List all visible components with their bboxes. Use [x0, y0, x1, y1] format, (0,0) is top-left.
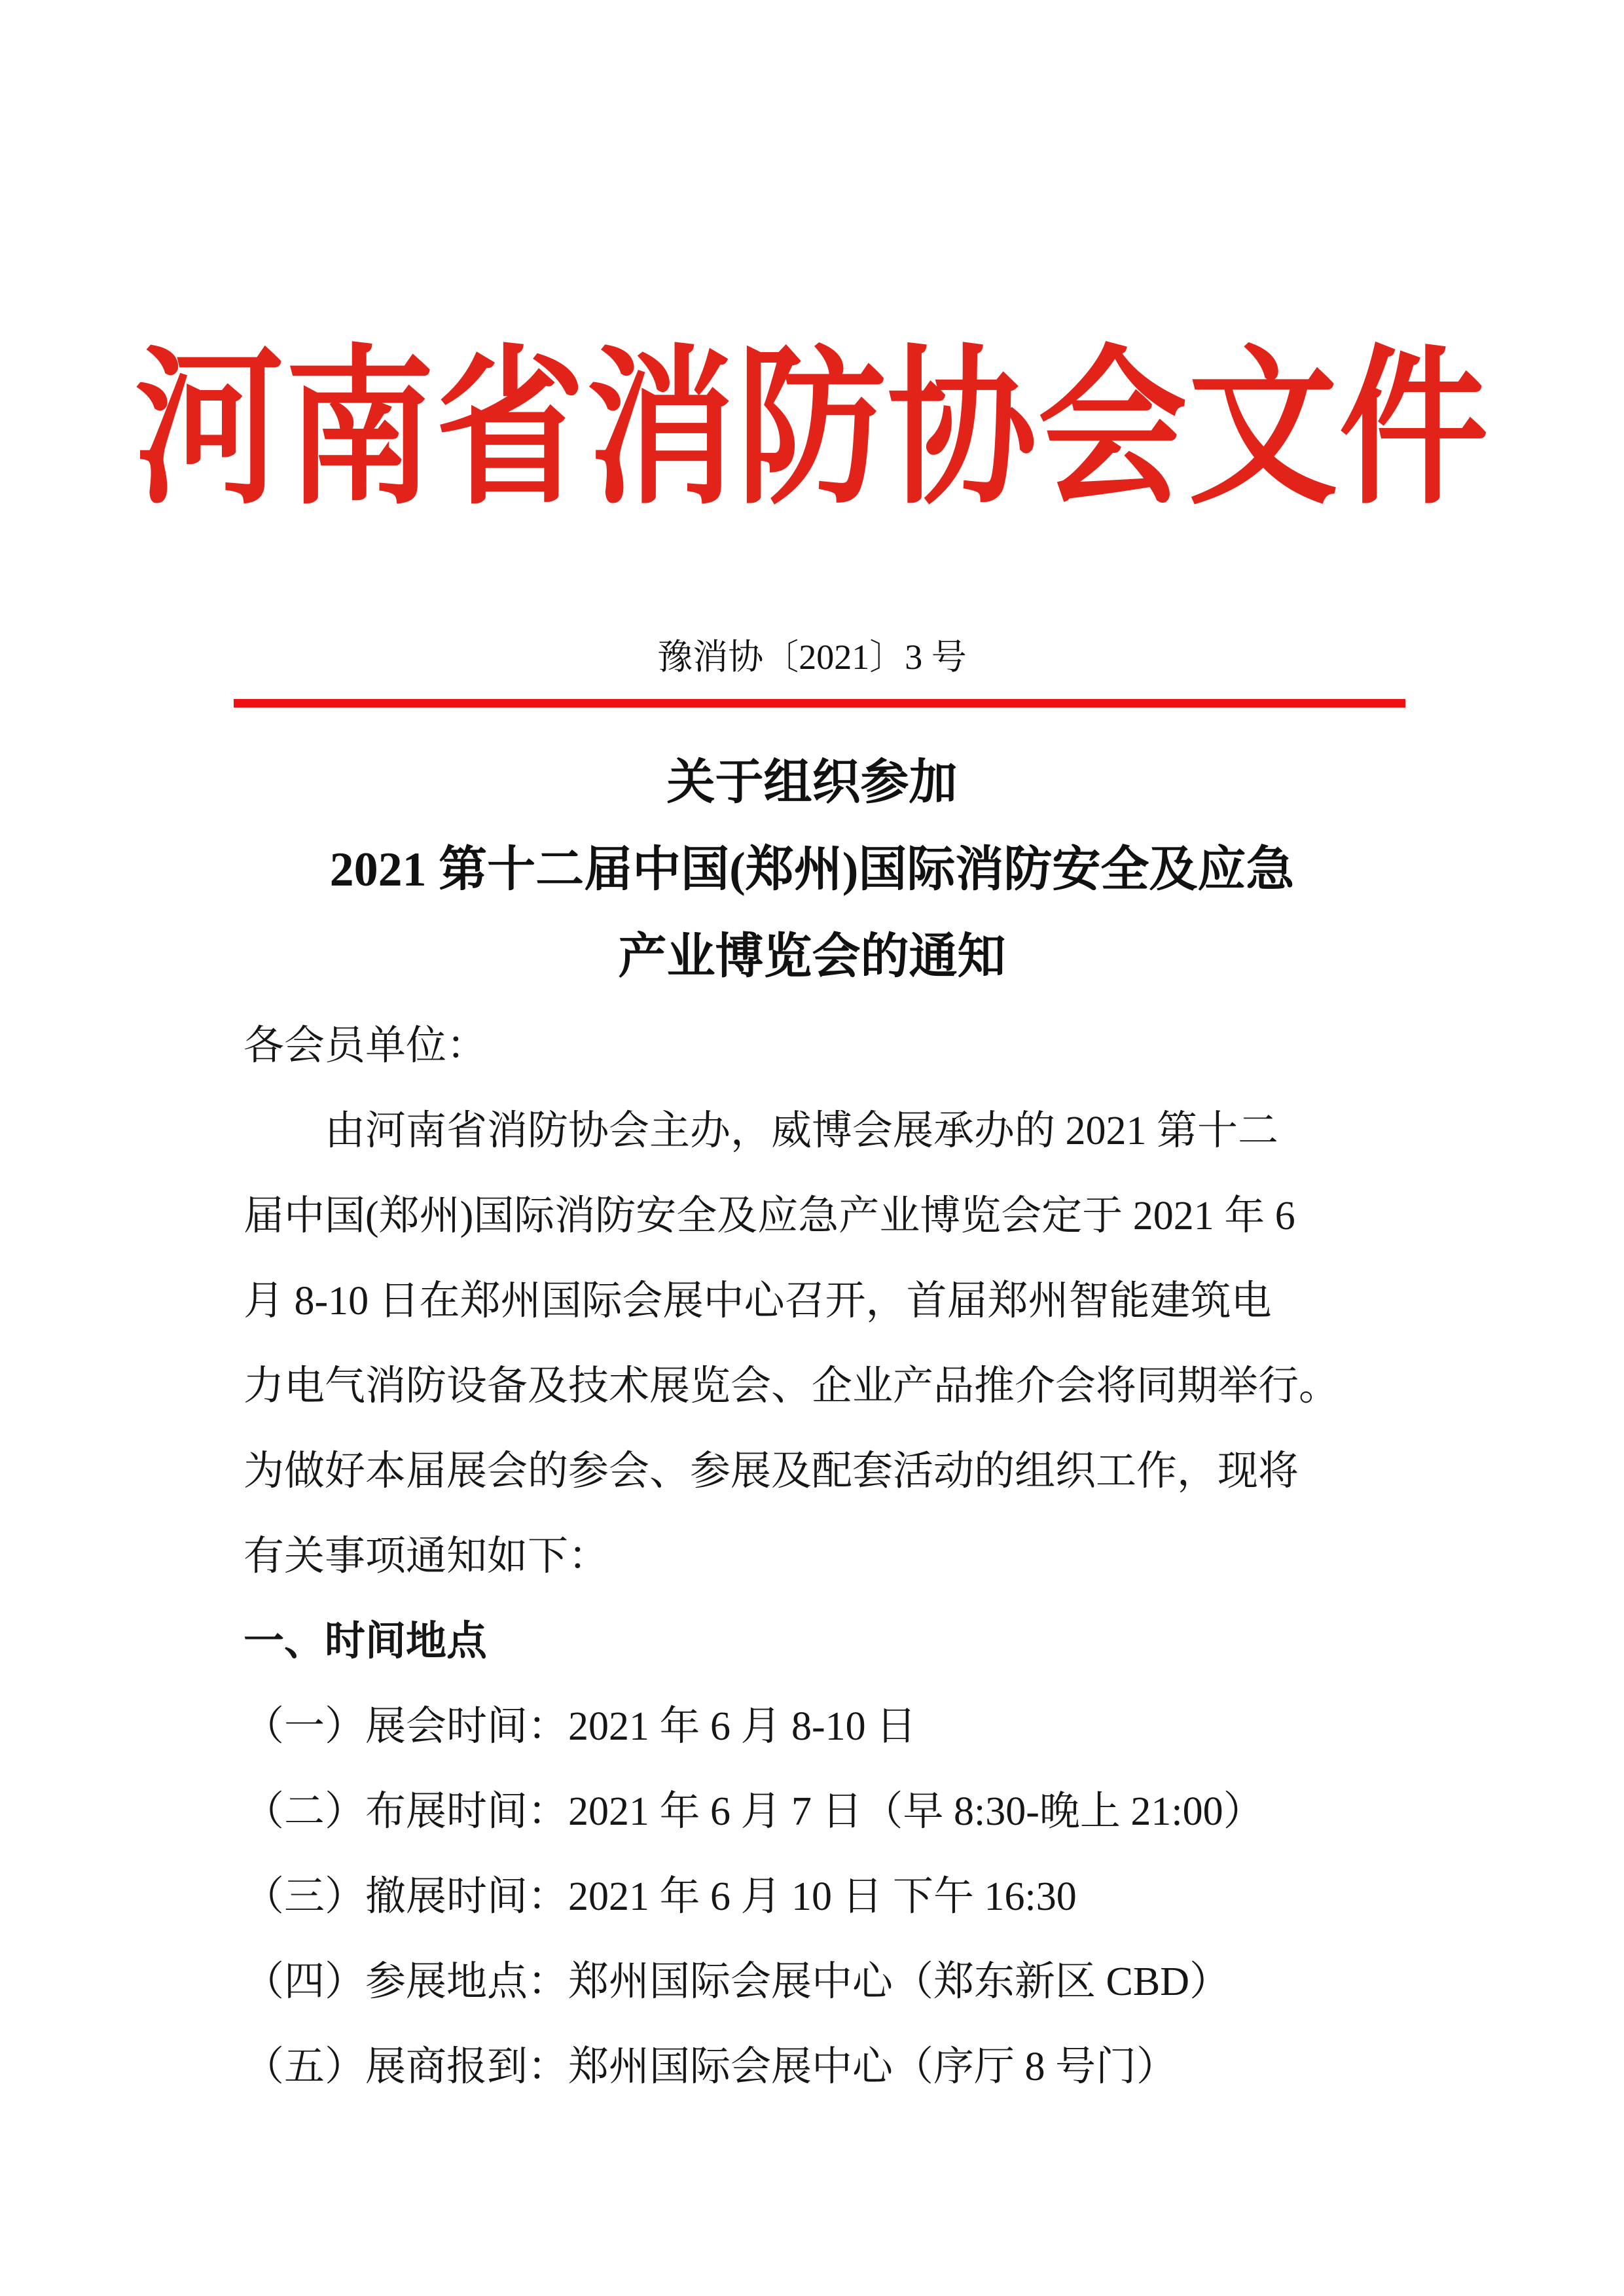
section-heading: 一、时间地点 — [244, 1619, 488, 1664]
notice-title-line-3: 产业博览会的通知 — [618, 930, 1006, 984]
paragraph-line-4: 力电气消防设备及技术展览会、企业产品推介会将同期举行。 — [244, 1364, 1340, 1408]
notice-title-line-1: 关于组织参加 — [666, 756, 958, 810]
list-item-3: （三）撤展时间：2021 年 6 月 10 日 下午 16:30 — [244, 1874, 1077, 1919]
list-item-2: （二）布展时间：2021 年 6 月 7 日（早 8:30-晚上 21:00） — [244, 1789, 1264, 1834]
notice-title-line-2: 2021 第十二届中国(郑州)国际消防安全及应急 — [329, 843, 1295, 897]
paragraph-line-2: 届中国(郑州)国际消防安全及应急产业博览会定于 2021 年 6 — [244, 1194, 1295, 1238]
doc-number: 豫消协〔2021〕3 号 — [657, 637, 967, 677]
letterhead-title: 河南省消防协会文件 — [134, 336, 1490, 525]
paragraph-line-6: 有关事项通知如下： — [244, 1534, 609, 1579]
notice-title — [79, 740, 1545, 1001]
paragraph-line-3: 月 8-10 日在郑州国际会展中心召开，首届郑州智能建筑电 — [244, 1279, 1272, 1323]
list-item-1: （一）展会时间：2021 年 6 月 8-10 日 — [244, 1704, 917, 1749]
notice-body — [244, 1003, 1405, 2109]
letterhead — [0, 336, 1624, 525]
list-item-5: （五）展商报到：郑州国际会展中心（序厅 8 号门） — [244, 2045, 1178, 2089]
salutation: 各会员单位： — [244, 1024, 488, 1068]
paragraph-line-5: 为做好本届展会的参会、参展及配套活动的组织工作，现将 — [244, 1449, 1299, 1494]
list-item-4: （四）参展地点：郑州国际会展中心（郑东新区 CBD） — [244, 1960, 1230, 2004]
paragraph-line-1: 由河南省消防协会主办，威博会展承办的 2021 第十二 — [325, 1109, 1279, 1153]
red-divider-line — [234, 699, 1405, 708]
